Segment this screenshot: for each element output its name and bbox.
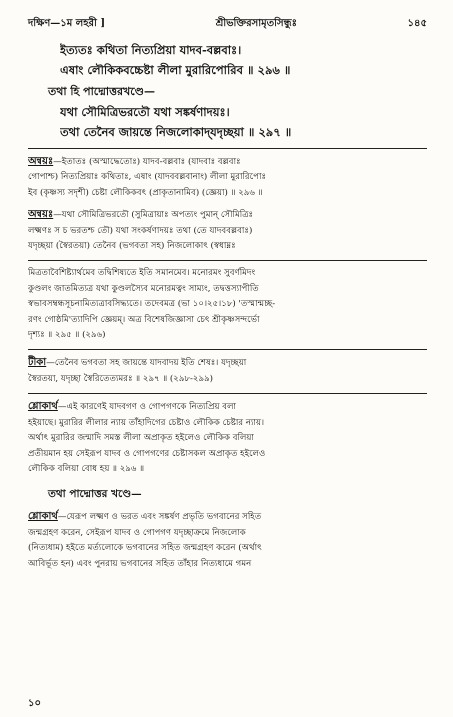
- tika-label: টীকা: [28, 357, 47, 369]
- verse-line: যথা সৌমিত্রিভরতৌ যথা সঙ্কর্ষণাদয়ঃ।: [60, 105, 230, 119]
- tika-text: স্বৈরতয়া, যদৃচ্ছা স্বৈরিতেত্যমরঃ ॥ ২৯৭ ॥ (২৯৮-২৯৯): [28, 373, 214, 384]
- shlokartha-label: শ্লোকার্থ: [28, 511, 58, 523]
- shlokartha-label: শ্লোকার্থ: [28, 401, 58, 413]
- verse-line: ইত্যতঃ কথিতা নিত্যপ্রিয়া যাদব-বল্লবাঃ।: [60, 43, 242, 57]
- shlokartha-297: [28, 509, 427, 572]
- shlokartha-text: আবির্ভূত হন) এবং পুনরায় ভগবানের সহিত তাঁহার নিত্যধামে গমন: [28, 558, 252, 569]
- verse-intro: তথা হি পাদ্মোত্তরখণ্ডে—: [48, 85, 155, 98]
- verse-line: এষাং লৌকিকবচ্চেষ্টা লীলা মুরারিপোরিব ॥ ২৯৬ ॥: [60, 63, 291, 77]
- tika-297: [28, 355, 427, 387]
- commentary-text: কুণ্ডলং জাতমিত্যত্র যথা কুণ্ডলস্যৈব মনোরমত্বং সাম্যং, তদ্বত্তস্যাপীতি: [28, 283, 259, 294]
- anvaya-text: ইব (কৃষ্ণস্য সদৃশী) চেষ্টা লৌকিকবৎ (প্রাকৃতানামিব) (জ্ঞেয়া) ॥ ২৯৬ ॥: [28, 187, 263, 198]
- shlokartha-text: —যেরূপ লক্ষ্মণ ও ভরত এবং সঙ্কর্ষণ প্রভৃতি ভগবানের সহিত: [57, 512, 262, 523]
- header-section: দক্ষিণ—১ম লহরী ]: [28, 18, 106, 29]
- commentary-text: দৃশ্যঃ ॥ ২৯৫ ॥ (২৯৬): [28, 330, 106, 341]
- section-divider: [28, 148, 427, 149]
- running-header: [28, 16, 427, 32]
- shlokartha-text: লৌকিক বলিয়া বোধ হয় ॥ ২৯৬ ॥: [28, 463, 145, 474]
- shlokartha-text: হইয়াছে। মুরারির লীলার ন্যায় তাঁহাদিগের চেষ্টাও লৌকিক চেষ্টার ন্যায়।: [28, 417, 265, 428]
- tika-text: —তেনৈব ভগবতা সহ জায়ন্তে যাদবাদয় ইতি শেষঃ। যদৃচ্ছয়া: [46, 358, 247, 369]
- commentary-text: স্বভাবসম্বন্ধসূচনামিত্যত্রাবসিদ্ধ্যতে। তদেবমত্র (ভা ১০।২৫।১৮) 'তস্মান্মচ্ছ-: [28, 299, 276, 310]
- page-number: ১৪৫: [407, 18, 427, 29]
- footer-signature: ১০: [28, 698, 41, 709]
- anvaya-label: অন্বয়ঃ: [28, 209, 54, 221]
- commentary-text: রণং গোষ্ঠমি'ত্যাদিপি জ্ঞেয়ম্। অত্র বিশেষজিজ্ঞাসা চেৎ শ্রীকৃষ্ণসন্দর্ভো: [28, 314, 260, 325]
- anvaya-text: —যথা সৌমিত্রিভরতৌ (সুমিত্রায়াঃ অপত্যং পুমান্ সৌমিত্রিঃ: [53, 210, 254, 221]
- section-divider: [28, 393, 427, 394]
- shlokartha-text: অর্থাৎ মুরারির জন্মাদি সমস্ত লীলা অপ্রাকৃত হইলেও লৌকিক বলিয়া: [28, 433, 254, 444]
- anvaya-297: [28, 207, 427, 254]
- verse-line: তথা তেনৈব জায়ন্তে নিজলোকাদ্‌যদৃচ্ছয়া ॥ ২৯৭ ॥: [60, 125, 292, 139]
- header-title: শ্রীভক্তিরসামৃতসিন্ধুঃ: [215, 18, 297, 29]
- anvaya-296: [28, 154, 427, 201]
- verse-296: [28, 40, 427, 80]
- shlokartha-text: —এই কারণেই যাদবগণ ও গোপগণকে নিত্যপ্রিয় বলা: [57, 402, 236, 413]
- shlokartha-text: জন্মগ্রহণ করেন, সেইরূপ যাদব ও গোপগণ যদৃচ্ছাক্রমে নিজলোক: [28, 527, 246, 538]
- shlokartha-text: (নিত্যধাম) হইতে মর্ত্যলোকে ভগবানের সহিত জন্মগ্রহণ করেন (অর্থাৎ: [28, 543, 262, 554]
- anvaya-label: অন্বয়ঃ: [28, 156, 54, 167]
- verse-297: [28, 102, 427, 142]
- anvaya-text: লক্ষ্মণঃ স চ ভরতশ্চ তৌ) যথা সংকর্ষণাদয়ঃ তথা (তে যাদববল্লবাঃ): [28, 225, 253, 236]
- shlokartha-296: [28, 399, 427, 477]
- section-divider: [28, 260, 427, 261]
- shlokartha-text: প্রতীয়মান হয় সেইরূপ যাদব ও গোপগণের চেষ্টাসকল অপ্রাকৃত হইলেও: [28, 448, 266, 459]
- commentary-text: মিত্রতাবৈশিষ্ট্যার্থমেব তদ্বিশিষ্যতে ইতি সমানমেব। মনোরমং সুবর্ণমিদং: [28, 268, 256, 279]
- anvaya-text: গোপাশ্চ) নিত্যপ্রিয়াঃ কথিতাঃ, এষাং (যাদববল্লবানাং) লীলা মুরারিপোঃ: [28, 172, 267, 183]
- anvaya-text: —ইতাতঃ (অস্মাদ্ধেতোঃ) যাদব-বল্লবাঃ (যাদবাঃ বল্লবাঃ: [53, 157, 241, 167]
- section-divider: [28, 349, 427, 350]
- anvaya-text: যদৃচ্ছয়া (স্বৈরতয়া) তেনৈব (ভগবতা সহ) নিজলোকাৎ (স্বধাম্নঃ: [28, 241, 236, 252]
- commentary-mitra: [28, 266, 427, 343]
- verse-intro: তথা পাদ্মোত্তর খণ্ডে—: [48, 488, 142, 501]
